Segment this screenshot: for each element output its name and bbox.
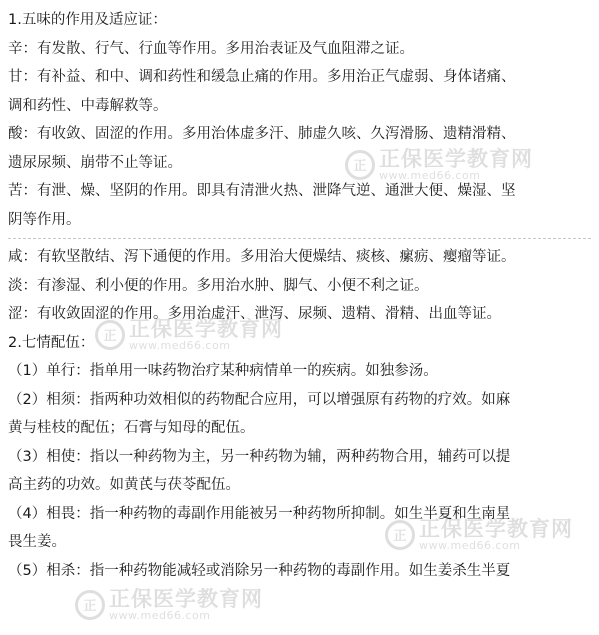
text-line: 阴等作用。: [8, 211, 81, 228]
watermark-seal-icon: 正: [385, 520, 415, 550]
text-line: （1）单行：指单用一味药物治疗某种病情单一的疾病。如独参汤。: [8, 363, 438, 379]
watermark-name: 正保医学教育网: [379, 147, 533, 171]
text-line: 咸：有软坚散结、泻下通便的作用。多用治大便燥结、痰核、瘰疬、瘿瘤等证。: [8, 249, 516, 265]
watermark-seal-icon: 正: [95, 320, 125, 350]
text-line: 涩：有收敛固涩的作用。多用治虚汗、泄泻、尿频、遗精、滑精、出血等证。: [8, 306, 501, 322]
text-line: 黄与桂枝的配伍；石膏与知母的配伍。: [8, 420, 255, 436]
watermark-url: www.med66.com: [419, 539, 521, 553]
watermark-name: 正保医学教育网: [419, 517, 573, 541]
watermark-name: 正保医学教育网: [109, 587, 263, 611]
text-line: （2）相须：指两种功效相似的药物配合应用，可以增强原有药物的疗效。如麻: [8, 391, 511, 408]
text-line: 淡：有渗湿、利小便的作用。多用治水肿、脚气、小便不利之证。: [8, 277, 429, 294]
text-line: （3）相使：指以一种药物为主，另一种药物为辅，两种药物合用，辅药可以提: [8, 448, 511, 465]
text-line: 遗尿尿频、崩带不止等证。: [8, 154, 182, 171]
text-line: 辛：有发散、行气、行血等作用。多用治表证及气血阻滞之证。: [8, 40, 414, 57]
watermark-url: www.med66.com: [379, 169, 481, 183]
watermark-name: 正保医学教育网: [129, 317, 283, 341]
heading-five-flavors: 1.五味的作用及适应证：: [8, 12, 167, 28]
text-line: （4）相畏：指一种药物的毒副作用能被另一种药物所抑制。如生半夏和生南星: [8, 505, 511, 522]
page-divider: [8, 238, 591, 239]
text-line: 酸：有收敛、固涩的作用。多用治体虚多汗、肺虚久咳、久泻滑肠、遗精滑精、: [8, 126, 516, 142]
watermark-url: www.med66.com: [109, 609, 211, 623]
text-line: 高主药的功效。如黄芪与茯苓配伍。: [8, 477, 240, 493]
text-line: （5）相杀：指一种药物能减轻或消除另一种药物的毒副作用。如生姜杀生半夏: [8, 562, 511, 579]
text-line: 苦：有泄、燥、坚阴的作用。即具有清泄火热、泄降气逆、通泄大便、燥湿、坚: [8, 183, 516, 199]
heading-seven-emotions: 2.七情配伍：: [8, 334, 95, 351]
watermark-seal-icon: 正: [345, 150, 375, 180]
watermark-seal-icon: 正: [75, 590, 105, 620]
text-line: 甘：有补益、和中、调和药性和缓急止痛的作用。多用治正气虚弱、身体诸痛、: [8, 69, 516, 85]
text-line: 调和药性、中毒解救等。: [8, 97, 168, 114]
text-line: 畏生姜。: [8, 534, 66, 550]
watermark-url: www.med66.com: [129, 339, 231, 353]
